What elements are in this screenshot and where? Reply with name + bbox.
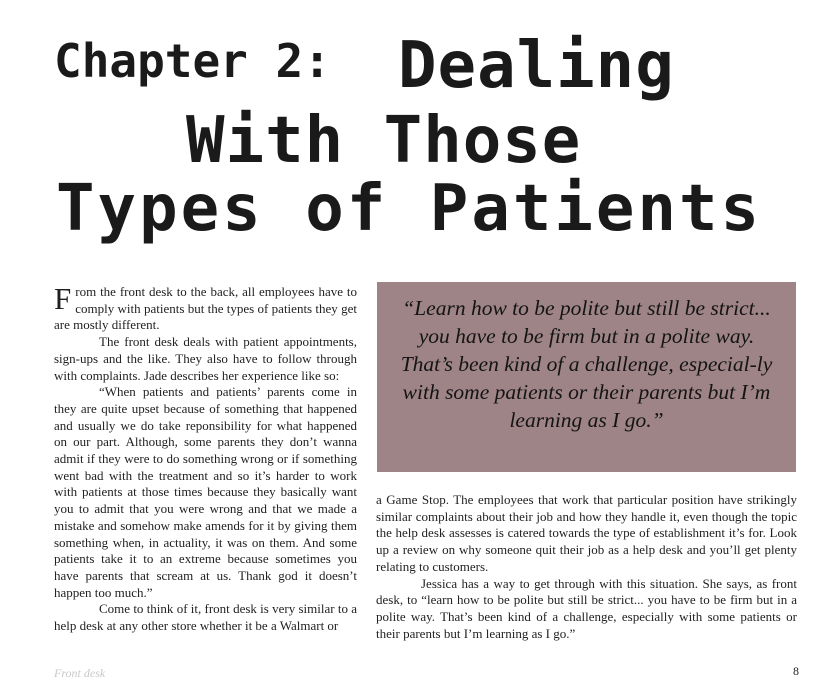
paragraph-3-quote: “When patients and patients’ parents come in they are quite upset because of something that happened and usually we do take reponsibility for what happened on our part. Although, some parents they don’t wanna admit if they were to do something wrong or if something went bad with the treatment and so it’s harder to work with patients at those times because they basically want you to admit that you were wrong and that we made a mistake and somehow make amends for it by giving them something when, in actuality, it was on them. And some patients take it to an extreme because sometimes you have parents that scream at us. Thank god it doesn’t happen too much.” xyxy=(54,384,357,600)
pull-quote-text: “Learn how to be polite but still be strict... you have to be firm but in a polite way. That’s been kind of a challenge, especial-ly with some patients or their parents but I’m learning as I go.” xyxy=(400,296,773,432)
drop-cap: F xyxy=(54,281,72,316)
paragraph-4: Come to think of it, front desk is very similar to a help desk at any other store whether it be a Walmart or xyxy=(54,601,357,634)
paragraph-2: The front desk deals with patient appointments, sign-ups and the like. They also have to follow through with complaints. Jade describes her experience like so: xyxy=(54,334,357,383)
headline-line-1: Dealing xyxy=(398,29,675,103)
paragraph-1 xyxy=(54,281,357,334)
article-column-right xyxy=(376,492,797,642)
chapter-label: Chapter 2: xyxy=(54,34,331,88)
headline-line-3: Types of Patients xyxy=(56,172,763,246)
paragraph-6: Jessica has a way to get through with this situation. She says, as front desk, to “learn how to be polite but still be strict... you have to be firm but in a polite way. That’s been kind of a challenge, especially with some patients or their parents but I’m learning as I go.” xyxy=(376,575,797,641)
article-column-left xyxy=(54,281,357,635)
paragraph-1-text: rom the front desk to the back, all employees have to comply with patients but the types of patients they get are mostly different. xyxy=(54,284,357,333)
pull-quote-box xyxy=(377,282,796,472)
photo-caption: Front desk xyxy=(54,666,106,680)
page-number: 8 xyxy=(793,664,799,678)
headline-line-2: With Those xyxy=(186,104,582,178)
paragraph-5: a Game Stop. The employees that work that particular position have strikingly similar complaints about their job and how they handle it, even though the topic the help desk assesses is catered towards the type of establishment it’s for. Look up a review on why someone quit their job as a help desk and you’ll get plenty relating to customers. xyxy=(376,492,797,574)
